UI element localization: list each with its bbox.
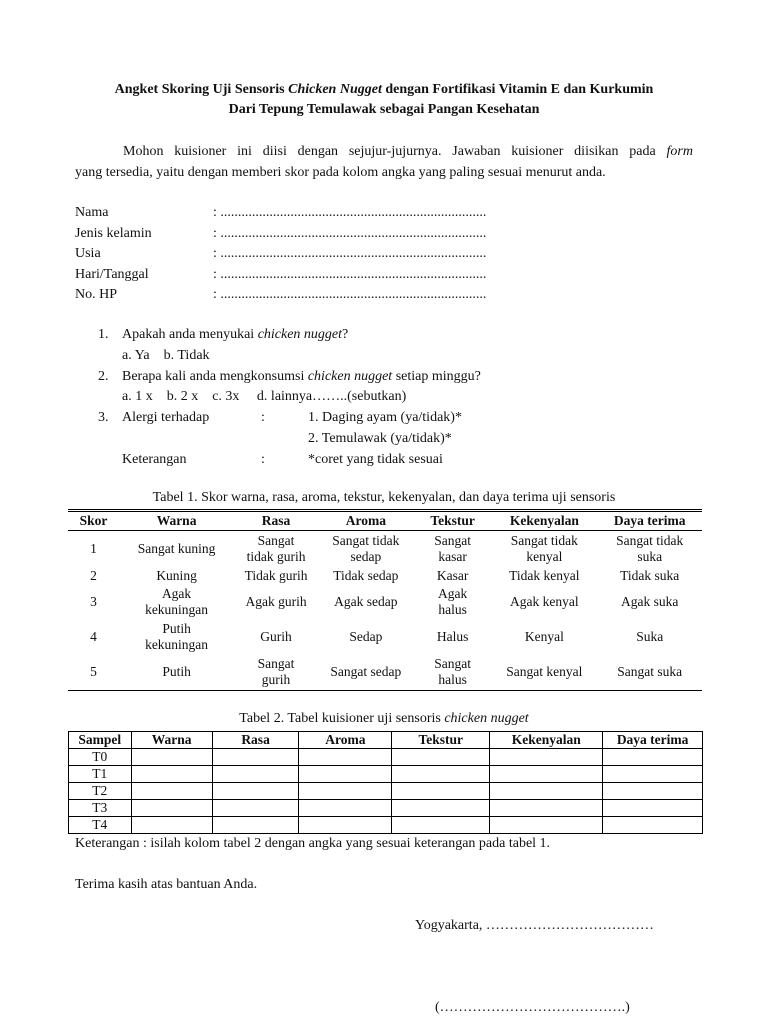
form-field-label: Hari/Tanggal: [75, 266, 149, 282]
question-2-options[interactable]: a. 1 x b. 2 x c. 3x d. lainnya……..(sebutkan): [122, 389, 407, 404]
score-input-cell[interactable]: [392, 749, 490, 766]
table-cell: Putih kekuningan: [145, 620, 209, 652]
question-2: Berapa kali anda mengkonsumsi chicken nugget setiap minggu?: [122, 369, 481, 384]
table-cell: Kuning: [156, 567, 197, 583]
table2-header-tekstur: Tekstur: [392, 732, 490, 749]
score-input-cell[interactable]: [131, 817, 212, 834]
table-row: [69, 800, 703, 817]
table1-caption: Tabel 1. Skor warna, rasa, aroma, tekstur, kekenyalan, dan daya terima uji sensoris: [152, 490, 616, 505]
table1-header-warna: Warna: [119, 511, 234, 531]
table2-header-kekenyalan: Kekenyalan: [490, 732, 603, 749]
table-cell: Agak suka: [621, 593, 679, 609]
form-field-hari-tanggal[interactable]: [75, 264, 486, 285]
table2-caption: Tabel 2. Tabel kuisioner uji sensoris chicken nugget: [239, 711, 529, 726]
table-cell: Sangat tidak suka: [616, 532, 684, 564]
score-input-cell[interactable]: [299, 783, 392, 800]
form-field-input-line[interactable]: : ............................................................................: [213, 266, 487, 282]
score-input-cell[interactable]: [603, 749, 703, 766]
table2-header-warna: Warna: [131, 732, 212, 749]
table-cell: Suka: [636, 628, 664, 644]
table-cell: Agak kekuningan: [145, 585, 209, 617]
table-cell: 3: [90, 593, 97, 609]
score-input-cell[interactable]: [299, 817, 392, 834]
table-cell: Tidak kenyal: [509, 567, 580, 583]
table-cell: Sangat gurih: [234, 655, 318, 691]
table-cell: Sangat sedap: [318, 655, 414, 691]
table-cell: Sangat kuning: [137, 540, 216, 556]
form-field-label: Nama: [75, 205, 109, 220]
form-field-label: Usia: [75, 246, 101, 261]
form-field-no-hp[interactable]: [75, 284, 486, 305]
table-row: [69, 766, 703, 783]
score-input-cell[interactable]: [490, 817, 603, 834]
table1-header-rasa: Rasa: [234, 511, 318, 531]
table2-note: Keterangan : isilah kolom tabel 2 dengan angka yang sesuai keterangan pada tabel 1.: [75, 836, 551, 851]
table2-header-rasa: Rasa: [212, 732, 299, 749]
keterangan-label: Keterangan: [122, 452, 187, 467]
form-field-input-line[interactable]: : ............................................................................: [213, 225, 487, 241]
intro-italic-form: form: [666, 144, 693, 159]
form-field-jenis-kelamin[interactable]: [75, 223, 486, 244]
sample-label: T1: [69, 766, 132, 783]
score-input-cell[interactable]: [131, 749, 212, 766]
score-input-cell[interactable]: [392, 817, 490, 834]
table-row: [68, 585, 702, 619]
table-cell: 4: [90, 628, 97, 644]
score-input-cell[interactable]: [490, 783, 603, 800]
intro-line1: Mohon kuisioner ini diisi dengan sejujur-jujurnya. Jawaban kuisioner diisikan pada form: [123, 144, 693, 159]
table-cell: Sangat halus: [414, 655, 491, 691]
keterangan-value: *coret yang tidak sesuai: [308, 452, 443, 467]
table-cell: Agak halus: [437, 585, 468, 617]
table-row: [69, 783, 703, 800]
score-input-cell[interactable]: [131, 800, 212, 817]
allergy-option-temulawak[interactable]: 2. Temulawak (ya/tidak)*: [308, 431, 452, 446]
title-italic-term: Chicken Nugget: [288, 82, 382, 97]
table-cell: Tidak suka: [620, 567, 680, 583]
score-input-cell[interactable]: [131, 783, 212, 800]
table1-header-daya-terima: Daya terima: [597, 511, 702, 531]
question-1-options[interactable]: a. Ya b. Tidak: [122, 348, 210, 363]
signature-line[interactable]: (………………………………….): [435, 1000, 630, 1015]
table1-header-aroma: Aroma: [318, 511, 414, 531]
form-field-input-line[interactable]: : ............................................................................: [213, 246, 487, 261]
table-cell: 1: [90, 540, 97, 556]
keterangan-colon: :: [261, 452, 265, 467]
allergy-option-chicken[interactable]: 1. Daging ayam (ya/tidak)*: [308, 410, 462, 425]
score-input-cell[interactable]: [392, 800, 490, 817]
question-3-number: 3.: [98, 410, 109, 425]
question-1-number: 1.: [98, 327, 109, 342]
table-cell: Sangat tidak sedap: [332, 532, 400, 564]
score-input-cell[interactable]: [603, 800, 703, 817]
table1-header-tekstur: Tekstur: [414, 511, 491, 531]
table-row: [68, 567, 702, 585]
score-input-cell[interactable]: [392, 766, 490, 783]
table-row: [68, 655, 702, 691]
table-cell: Tidak gurih: [244, 567, 308, 583]
table-cell: Kasar: [436, 567, 469, 583]
table-cell: Tidak sedap: [333, 567, 399, 583]
sample-label: T3: [69, 800, 132, 817]
table-cell: Agak kenyal: [510, 593, 579, 609]
document-title-line2: Dari Tepung Temulawak sebagai Pangan Kesehatan: [228, 102, 540, 117]
question-2-number: 2.: [98, 369, 109, 384]
table-cell: Kenyal: [524, 628, 564, 644]
score-input-cell[interactable]: [490, 800, 603, 817]
score-input-cell[interactable]: [603, 817, 703, 834]
form-field-label: No. HP: [75, 287, 118, 302]
intro-line2: yang tersedia, yaitu dengan memberi skor pada kolom angka yang paling sesuai menurut anda.: [75, 165, 606, 180]
table-cell: Agak gurih: [245, 593, 307, 609]
form-field-usia[interactable]: [75, 243, 486, 264]
score-input-cell[interactable]: [490, 749, 603, 766]
question-1: Apakah anda menyukai chicken nugget?: [122, 327, 349, 342]
form-field-label: Jenis kelamin: [75, 225, 152, 241]
table-cell: Halus: [436, 628, 469, 644]
table1-header-skor: Skor: [68, 511, 119, 531]
form-field-input-line[interactable]: : ............................................................................: [213, 205, 487, 220]
score-input-cell[interactable]: [131, 766, 212, 783]
place-date-line[interactable]: Yogyakarta, ………………………………: [415, 918, 654, 933]
score-reference-table: [68, 509, 702, 691]
score-input-cell[interactable]: [603, 783, 703, 800]
sample-label: T4: [69, 817, 132, 834]
score-input-cell[interactable]: [392, 783, 490, 800]
question-3-label: Alergi terhadap: [122, 410, 210, 425]
table-cell: 5: [68, 655, 119, 691]
score-input-cell[interactable]: [212, 783, 299, 800]
document-title-line1: Angket Skoring Uji Sensoris Chicken Nugget dengan Fortifikasi Vitamin E dan Kurkumin: [114, 82, 654, 97]
score-input-cell[interactable]: [603, 766, 703, 783]
table-cell: Sangat suka: [597, 655, 702, 691]
question-3-colon: :: [261, 410, 265, 425]
score-input-cell[interactable]: [212, 817, 299, 834]
sample-label: T0: [69, 749, 132, 766]
table-cell: Sangat kasar: [434, 532, 471, 564]
table1-header-kekenyalan: Kekenyalan: [491, 511, 597, 531]
score-input-cell[interactable]: [212, 800, 299, 817]
score-input-cell[interactable]: [299, 800, 392, 817]
score-input-cell[interactable]: [212, 766, 299, 783]
thanks-text: Terima kasih atas bantuan Anda.: [75, 877, 258, 892]
questionnaire-table: [68, 731, 703, 834]
score-input-cell[interactable]: [299, 749, 392, 766]
table2-header-aroma: Aroma: [299, 732, 392, 749]
table-cell: 2: [90, 567, 97, 583]
table-cell: Sangat kenyal: [491, 655, 597, 691]
score-input-cell[interactable]: [490, 766, 603, 783]
table-cell: Putih: [119, 655, 234, 691]
sample-label: T2: [69, 783, 132, 800]
score-input-cell[interactable]: [212, 749, 299, 766]
table-cell: Gurih: [260, 628, 292, 644]
table2-header-daya-terima: Daya terima: [603, 732, 703, 749]
table-cell: Sedap: [349, 628, 383, 644]
table-cell: Sangat tidak kenyal: [510, 532, 578, 564]
table-row: [69, 749, 703, 766]
table-cell: Sangat tidak gurih: [246, 532, 306, 564]
table-row: [68, 531, 702, 567]
score-input-cell[interactable]: [299, 766, 392, 783]
table2-header-sampel: Sampel: [69, 732, 132, 749]
table-row: [68, 619, 702, 655]
form-field-nama[interactable]: [75, 202, 486, 223]
form-field-input-line[interactable]: : ............................................................................: [213, 287, 487, 302]
table-row: [69, 817, 703, 834]
table-cell: Agak sedap: [334, 593, 398, 609]
